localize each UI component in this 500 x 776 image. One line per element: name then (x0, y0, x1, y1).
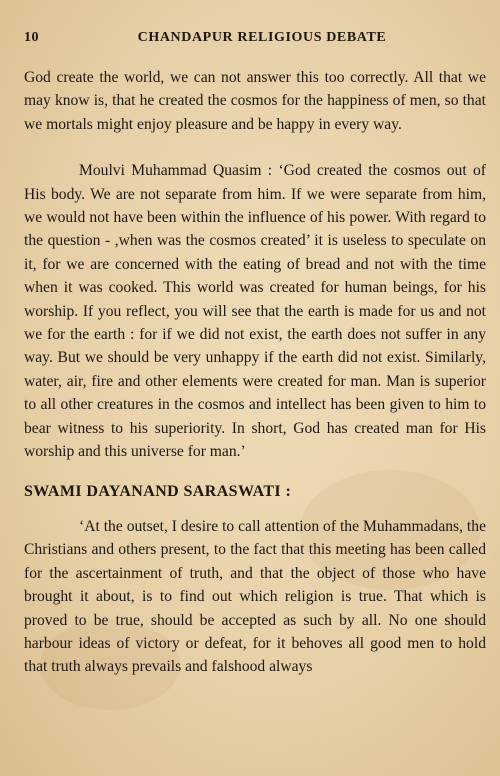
page-number: 10 (24, 30, 39, 45)
paragraph-moulvi-speech: Moulvi Muhammad Quasim : ‘God created the cosmos out of His body. We are not separate from him. If we were separate from him, we would not have been within the influence of his power. With regard to the question - ,when was the cosmos created’ it is useless to speculate on it, for we are concerned with the eating of bread and not with the time when it was cooked. This world was created for human beings, for his worship. If you reflect, you will see that the earth is made for us and not we for the earth : for if we did not exist, the earth does not suffer in any way. But we should be very unhappy if the earth did not exist. Similarly, water, air, fire and other elements were created for man. Man is superior to all other creatures in the cosmos and intellect has been given to him to bear witness to his superiority. In short, God has created man for His worship and this universe for man.’ (24, 162, 486, 461)
running-title: CHANDAPUR RELIGIOUS DEBATE (137, 30, 387, 45)
page-body (24, 66, 486, 679)
paragraph-gap (24, 136, 486, 159)
paragraph-opening: God create the world, we can not answer this too correctly. All that we may know is, that he created the cosmos for the happiness of men, so that we mortals might enjoy pleasure and be happy in every way. (24, 69, 486, 133)
speaker-heading: SWAMI DAYANAND SARASWATI : (24, 482, 292, 500)
page-header (24, 30, 476, 52)
paragraph-swami-speech: ‘At the outset, I desire to call attention of the Muhammadans, the Christians and others present, to the fact that this meeting has been called for the ascertainment of truth, and that the object of those who have brought it about, is to find out which religion is true. That which is proved to be true, should be accepted as such by all. No one should harbour ideas of victory or defeat, for it behoves all good men to hold that truth always prevails and falshood always (24, 517, 486, 676)
